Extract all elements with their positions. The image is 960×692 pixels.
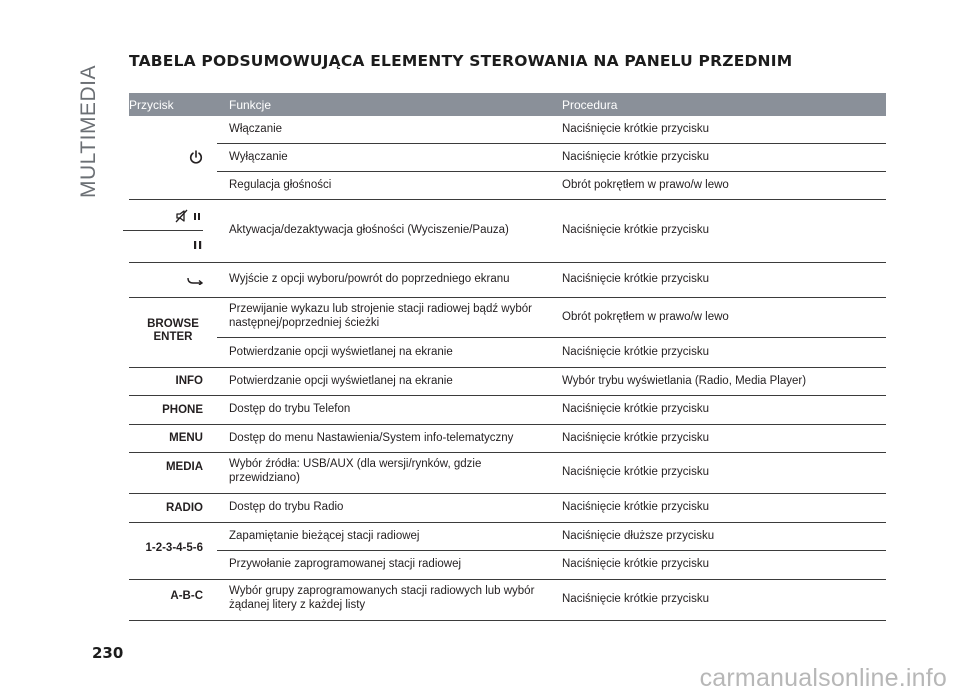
mute-pause-icon bbox=[175, 209, 203, 223]
table-group-phone bbox=[129, 396, 886, 425]
page-number: 230 bbox=[92, 644, 124, 662]
section-label: MULTIMEDIA bbox=[77, 65, 100, 198]
table-group-back bbox=[129, 263, 886, 298]
function-cell: Przewijanie wykazu lub strojenie stacji radiowej bądź wybór następnej/poprzedniej ścieżki bbox=[229, 303, 532, 329]
function-cell: Dostęp do menu Nastawienia/System info-telematyczny bbox=[229, 431, 514, 444]
table-row bbox=[217, 172, 886, 199]
function-cell: Zapamiętanie bieżącej stacji radiowej bbox=[229, 529, 420, 542]
procedure-cell: Obrót pokrętłem w prawo/w lewo bbox=[562, 178, 729, 191]
table-group-presets bbox=[129, 523, 886, 580]
power-icon bbox=[189, 150, 203, 165]
button-label: MENU bbox=[169, 432, 203, 444]
table-row bbox=[217, 425, 886, 452]
procedure-cell: Naciśnięcie krótkie przycisku bbox=[562, 403, 709, 416]
procedure-cell: Naciśnięcie krótkie przycisku bbox=[562, 431, 709, 444]
function-cell: Wyłączanie bbox=[229, 150, 288, 163]
table-row bbox=[217, 368, 886, 395]
button-cell bbox=[129, 298, 217, 367]
procedure-cell: Naciśnięcie krótkie przycisku bbox=[562, 345, 709, 358]
button-cell bbox=[129, 523, 217, 579]
button-cell bbox=[129, 263, 217, 297]
table-row bbox=[217, 396, 886, 424]
table-row bbox=[217, 494, 886, 522]
table-row bbox=[217, 551, 886, 579]
header-procedure: Procedura bbox=[562, 97, 618, 112]
button-label: A-B-C bbox=[170, 590, 203, 602]
table-header bbox=[129, 93, 886, 116]
function-cell: Dostęp do trybu Telefon bbox=[229, 403, 351, 416]
table-row bbox=[217, 200, 886, 262]
button-cell bbox=[129, 200, 217, 262]
function-cell: Potwierdzanie opcji wyświetlanej na ekranie bbox=[229, 374, 453, 387]
table-group-info bbox=[129, 368, 886, 396]
procedure-cell: Naciśnięcie dłuższe przycisku bbox=[562, 529, 715, 542]
table-row bbox=[217, 338, 886, 367]
table-group-abc bbox=[129, 580, 886, 621]
function-cell: Wybór grupy zaprogramowanych stacji radiowych lub wybór żądanej litery z każdej listy bbox=[229, 585, 535, 611]
back-arrow-icon bbox=[187, 276, 203, 285]
button-label: MEDIA bbox=[165, 461, 203, 473]
table-row bbox=[217, 580, 886, 620]
controls-table bbox=[129, 93, 886, 621]
header-button: Przycisk bbox=[129, 97, 174, 112]
procedure-cell: Naciśnięcie krótkie przycisku bbox=[562, 122, 709, 135]
button-cell bbox=[129, 425, 217, 452]
table-group-menu bbox=[129, 425, 886, 453]
button-cell bbox=[129, 494, 217, 522]
procedure-cell: Obrót pokrętłem w prawo/w lewo bbox=[562, 310, 729, 323]
table-row bbox=[217, 144, 886, 172]
button-label: RADIO bbox=[165, 501, 203, 514]
function-cell: Aktywacja/dezaktywacja głośności (Wyciszenie/Pauza) bbox=[229, 224, 509, 237]
button-cell bbox=[129, 368, 217, 395]
function-cell: Włączanie bbox=[229, 122, 283, 135]
button-label: 1-2-3-4-5-6 bbox=[145, 541, 203, 554]
table-group-mute bbox=[129, 200, 886, 263]
function-cell: Wyjście z opcji wyboru/powrót do poprzedniego ekranu bbox=[229, 273, 510, 286]
watermark: carmanualsonline.info bbox=[699, 664, 947, 692]
button-label: INFO bbox=[175, 375, 203, 387]
button-cell bbox=[129, 396, 217, 424]
table-row bbox=[217, 298, 886, 338]
function-cell: Dostęp do trybu Radio bbox=[229, 501, 344, 514]
table-row bbox=[217, 523, 886, 551]
table-group-power bbox=[129, 116, 886, 200]
procedure-cell: Naciśnięcie krótkie przycisku bbox=[562, 466, 709, 479]
divider bbox=[123, 230, 203, 231]
table-group-radio bbox=[129, 494, 886, 523]
button-cell bbox=[129, 453, 217, 493]
procedure-cell: Naciśnięcie krótkie przycisku bbox=[562, 558, 709, 571]
table-group-media bbox=[129, 453, 886, 494]
procedure-cell: Wybór trybu wyświetlania (Radio, Media Player) bbox=[562, 374, 807, 387]
button-label: BROWSE ENTER bbox=[147, 318, 199, 343]
procedure-cell: Naciśnięcie krótkie przycisku bbox=[562, 224, 709, 237]
table-row bbox=[217, 263, 886, 297]
header-function: Funkcje bbox=[229, 97, 272, 112]
button-label: PHONE bbox=[162, 403, 203, 416]
procedure-cell: Naciśnięcie krótkie przycisku bbox=[562, 150, 709, 163]
table-group-browse-enter bbox=[129, 298, 886, 368]
table-row bbox=[217, 116, 886, 144]
function-cell: Przywołanie zaprogramowanej stacji radiowej bbox=[229, 558, 462, 571]
procedure-cell: Naciśnięcie krótkie przycisku bbox=[562, 593, 709, 606]
button-cell bbox=[129, 116, 217, 199]
table-row bbox=[217, 453, 886, 493]
button-cell bbox=[129, 580, 217, 620]
pause-icon bbox=[193, 240, 203, 250]
function-cell: Potwierdzanie opcji wyświetlanej na ekranie bbox=[229, 345, 453, 358]
procedure-cell: Naciśnięcie krótkie przycisku bbox=[562, 501, 709, 514]
procedure-cell: Naciśnięcie krótkie przycisku bbox=[562, 273, 709, 286]
page-title: TABELA PODSUMOWUJĄCA ELEMENTY STEROWANIA NA PANELU PRZEDNIM bbox=[129, 52, 793, 70]
function-cell: Wybór źródła: USB/AUX (dla wersji/rynków, gdzie przewidziano) bbox=[229, 458, 482, 484]
function-cell: Regulacja głośności bbox=[229, 178, 332, 191]
